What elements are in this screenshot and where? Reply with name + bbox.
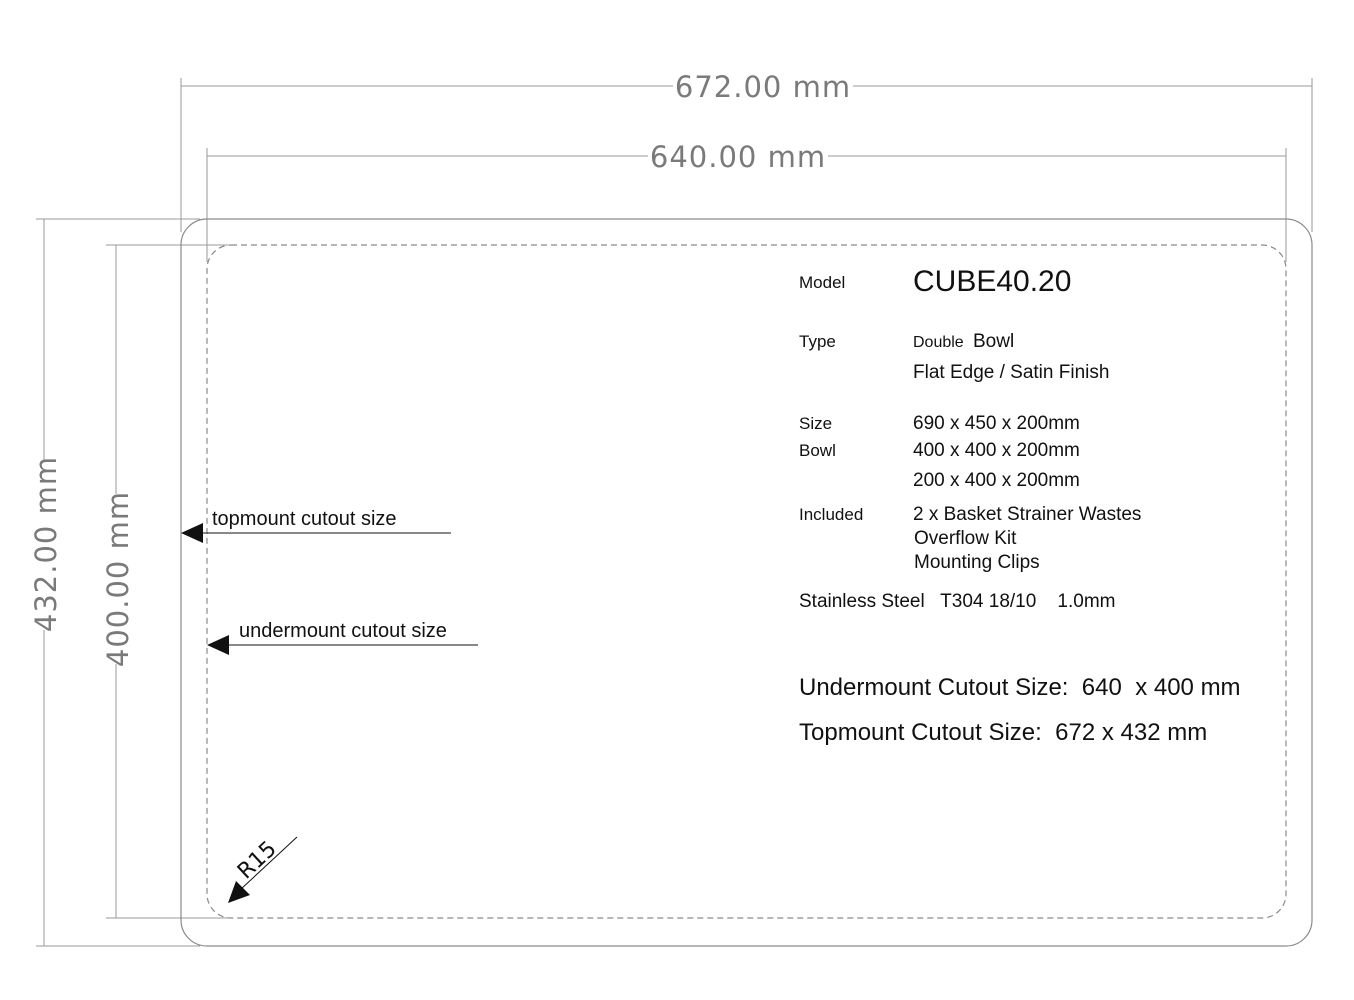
outer-height-label: 432.00 mm xyxy=(29,455,63,633)
type-value-small: Double xyxy=(913,334,964,351)
included-label: Included xyxy=(799,505,864,524)
topmount-outline xyxy=(181,219,1312,946)
inner-height-label: 400.00 mm xyxy=(101,490,135,668)
topmount-cutout-size: Topmount Cutout Size: 672 x 432 mm xyxy=(799,719,1208,746)
topmount-arrow xyxy=(181,508,451,543)
included-item-1: 2 x Basket Strainer Wastes xyxy=(913,504,1142,525)
undermount-annotation: undermount cutout size xyxy=(239,620,447,642)
svg-text:Double Bowl xyxy=(913,331,1014,352)
bowl-value-2: 200 x 400 x 200mm xyxy=(913,470,1080,491)
undermount-arrow xyxy=(207,620,478,655)
included-item-3: Mounting Clips xyxy=(914,552,1040,573)
type-label: Type xyxy=(799,332,836,351)
undermount-arrowhead-icon xyxy=(207,635,229,655)
steel-spec: Stainless Steel T304 18/10 1.0mm xyxy=(799,591,1116,612)
type-value-line2: Flat Edge / Satin Finish xyxy=(913,362,1110,383)
model-value: CUBE40.20 xyxy=(913,265,1072,298)
undermount-outline xyxy=(207,245,1286,918)
model-label: Model xyxy=(799,273,846,292)
inner-height-dimension xyxy=(101,245,228,918)
bowl-value-1: 400 x 400 x 200mm xyxy=(913,440,1080,461)
bowl-label: Bowl xyxy=(799,441,836,460)
spec-block xyxy=(799,265,1241,746)
corner-radius-callout xyxy=(228,837,297,903)
corner-radius-label: R15 xyxy=(233,836,282,885)
type-value-main: Bowl xyxy=(972,331,1015,352)
outer-width-label: 672.00 mm xyxy=(674,70,852,104)
size-label: Size xyxy=(799,414,833,433)
inner-width-dimension xyxy=(207,140,1286,262)
topmount-arrowhead-icon xyxy=(181,523,203,543)
size-value: 690 x 450 x 200mm xyxy=(913,413,1080,434)
included-item-2: Overflow Kit xyxy=(914,528,1017,549)
inner-width-label: 640.00 mm xyxy=(649,140,827,174)
undermount-cutout-size: Undermount Cutout Size: 640 x 400 mm xyxy=(799,674,1241,701)
topmount-annotation: topmount cutout size xyxy=(212,508,397,530)
